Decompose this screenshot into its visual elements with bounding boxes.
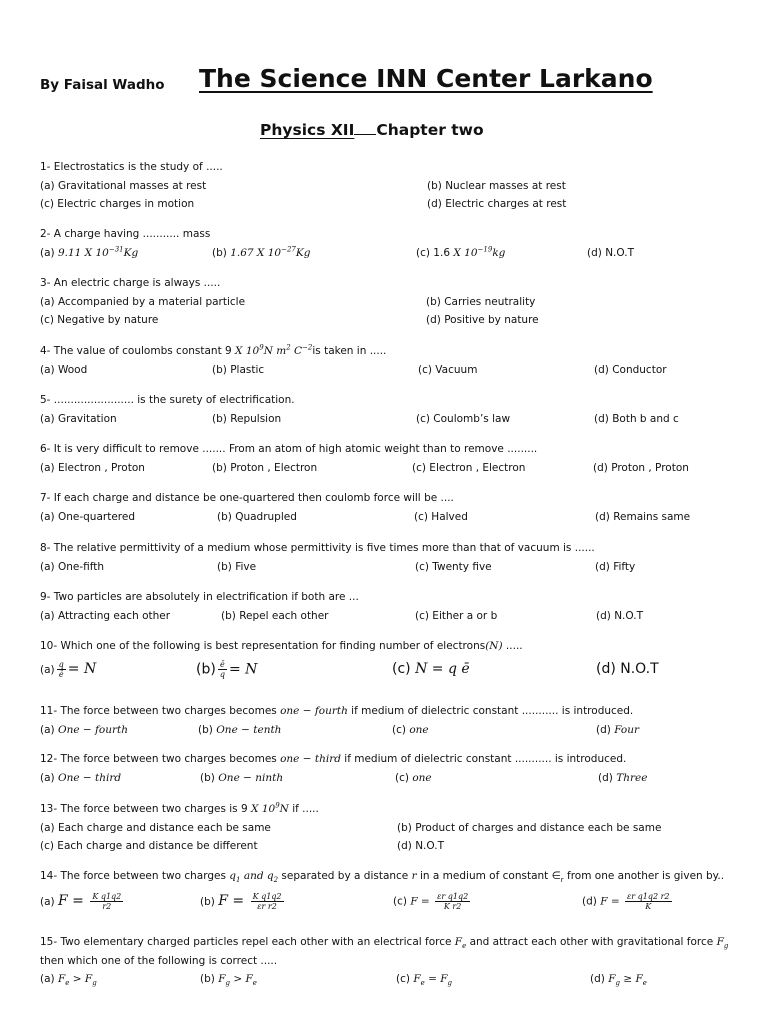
option-c: (c) Halved <box>414 510 468 523</box>
question-stem: 10- Which one of the following is best representation for finding number of electrons(N) ..... <box>40 640 523 652</box>
option-d: (d) Three <box>598 771 648 784</box>
option-a: (a) Attracting each other <box>40 609 171 622</box>
option-a: (a) 9.11 X $10^{-31}Kg$ <box>40 245 139 259</box>
question-4 <box>40 342 730 379</box>
question-7 <box>40 489 730 526</box>
question-stem: 2- A charge having ........... mass <box>40 228 211 240</box>
question-stem: 6- It is very difficult to remove ....... From an atom of high atomic weight than to remove ......... <box>40 443 538 455</box>
question-14 <box>40 867 730 914</box>
question-12 <box>40 750 730 787</box>
question-9 <box>40 588 730 625</box>
option-b: (b) Proton , Electron <box>212 461 318 474</box>
option-b: (b) F = $\frac{\text{K q1q2}}{\text{εr r2}}$ <box>200 892 282 911</box>
page-title: The Science INN Center Larkano <box>199 64 653 93</box>
option-a: (a) One − third <box>40 771 122 784</box>
question-1 <box>40 158 730 214</box>
option-d: (d) N.O.T <box>596 660 659 677</box>
question-stem: 7- If each charge and distance be one-quartered then coulomb force will be .... <box>40 492 454 504</box>
option-b: (b) $\frac{ē}{q}$ = N <box>196 659 258 679</box>
page-subtitle <box>260 121 484 139</box>
option-a: (a) $F_e > F_g$ <box>40 973 97 988</box>
option-d: (d) N.O.T <box>596 609 643 622</box>
question-stem: 3- An electric charge is always ..... <box>40 277 221 289</box>
option-c: (c) Negative by nature <box>40 314 159 326</box>
question-stem: 13- The force between two charges is 9 X $10^9N$ if ..... <box>40 801 319 815</box>
option-d: (d) Both b and c <box>594 412 679 425</box>
question-6 <box>40 440 730 477</box>
option-c: (c) Electric charges in motion <box>40 198 195 210</box>
question-10 <box>40 637 730 682</box>
option-c: (c) Coulomb’s law <box>416 412 511 425</box>
option-c: (c) Either a or b <box>415 609 498 622</box>
option-d: (d) Four <box>596 723 640 736</box>
option-a: (a) One-quartered <box>40 510 135 523</box>
question-stem: 14- The force between two charges $q_1$ and $q_2$ separated by a distance r in a medium of constant $\in_r$ from one another is given by.. <box>40 870 725 885</box>
question-stem: 9- Two particles are absolutely in electrification if both are ... <box>40 591 359 603</box>
author-label: By Faisal Wadho <box>40 77 165 93</box>
option-b: (b) Nuclear masses at rest <box>427 179 566 192</box>
option-c: (c) Vacuum <box>418 363 478 376</box>
option-b: (b) One − ninth <box>200 771 284 784</box>
option-d: (d) $F_g \ge F_e$ <box>590 973 647 988</box>
option-d: (d) N.O.T <box>587 246 634 259</box>
question-8 <box>40 539 730 576</box>
option-b: (b) Carries neutrality <box>426 295 536 308</box>
option-d: (d) N.O.T <box>397 840 444 852</box>
subtitle-subject: Physics XII <box>260 121 355 139</box>
option-c: (c) Electron , Electron <box>412 461 526 474</box>
option-d: (d) Positive by nature <box>426 314 539 326</box>
option-b: (b) Five <box>217 560 257 573</box>
option-b: (b) $F_g > F_e$ <box>200 973 257 988</box>
option-a: (a) $\frac{q}{ē}$ = N <box>40 660 97 679</box>
option-b: (b) Repel each other <box>221 609 329 622</box>
question-stem: 12- The force between two charges becomes one − third if medium of dielectric constant ........... is introduced. <box>40 753 627 765</box>
question-stem: 1- Electrostatics is the study of ..... <box>40 161 223 173</box>
option-c: (c) N = q ē <box>392 660 470 677</box>
question-stem: 4- The value of coulombs constant 9 X $10^9N$ $m^2$ $C^{-2}is$ taken in ..... <box>40 343 387 357</box>
question-stem-line2: then which one of the following is correct ..... <box>40 954 278 967</box>
subtitle-chapter: Chapter two <box>376 121 484 139</box>
option-d: (d) Electric charges at rest <box>427 198 567 210</box>
option-a: (a) Accompanied by a material particle <box>40 295 246 308</box>
option-d: (d) Remains same <box>595 510 691 523</box>
subtitle-blank <box>354 121 376 135</box>
option-c: (c) Each charge and distance be different <box>40 840 258 852</box>
question-stem: 15- Two elementary charged particles repel each other with an electrical force $F_e$ and attract each other with gravitational force $F_g$ <box>40 936 729 951</box>
option-a: (a) Gravitation <box>40 412 117 425</box>
option-c: (c) Twenty five <box>415 560 492 573</box>
option-b: (b) Quadrupled <box>217 510 297 523</box>
question-11 <box>40 702 730 739</box>
option-a: (a) F = $\frac{\text{K q1q2}}{r2}$ <box>40 892 122 911</box>
question-3 <box>40 274 730 330</box>
option-b: (b) Plastic <box>212 363 265 376</box>
option-d: (d) Fifty <box>595 560 636 573</box>
option-c: (c) F = $\frac{\text{εr q1q2}}{\text{K r2}}$ <box>393 891 469 911</box>
question-15 <box>40 933 730 989</box>
option-b: (b) 1.67 X $10^{-27}Kg$ <box>212 245 311 259</box>
option-d: (d) Proton , Proton <box>593 461 689 474</box>
option-b: (b) One − tenth <box>198 723 282 736</box>
option-b: (b) Repulsion <box>212 412 282 425</box>
option-c: (c) 1.6 X $10^{-19}kg$ <box>416 245 506 259</box>
option-b: (b) Product of charges and distance each be same <box>397 821 662 834</box>
question-stem: 8- The relative permittivity of a medium whose permittivity is five times more than that of vacuum is ...... <box>40 542 595 554</box>
option-c: (c) one <box>392 723 429 736</box>
option-d: (d) F = $\frac{\text{εr q1q2 r2}}{K}$ <box>582 891 670 911</box>
question-2 <box>40 225 730 262</box>
question-stem: 11- The force between two charges becomes one − fourth if medium of dielectric constant ........... is introduced. <box>40 705 634 717</box>
option-a: (a) Each charge and distance each be same <box>40 821 271 834</box>
question-13 <box>40 800 730 856</box>
question-stem: 5- ........................ is the surety of electrification. <box>40 394 295 406</box>
option-a: (a) Wood <box>40 363 88 376</box>
option-a: (a) One − fourth <box>40 723 128 736</box>
option-a: (a) One-fifth <box>40 560 105 573</box>
option-d: (d) Conductor <box>594 363 667 376</box>
option-c: (c) one <box>395 771 432 784</box>
option-a: (a) Electron , Proton <box>40 461 145 474</box>
option-c: (c) $F_e = F_g$ <box>396 973 453 988</box>
question-5 <box>40 391 730 428</box>
option-a: (a) Gravitational masses at rest <box>40 179 207 192</box>
